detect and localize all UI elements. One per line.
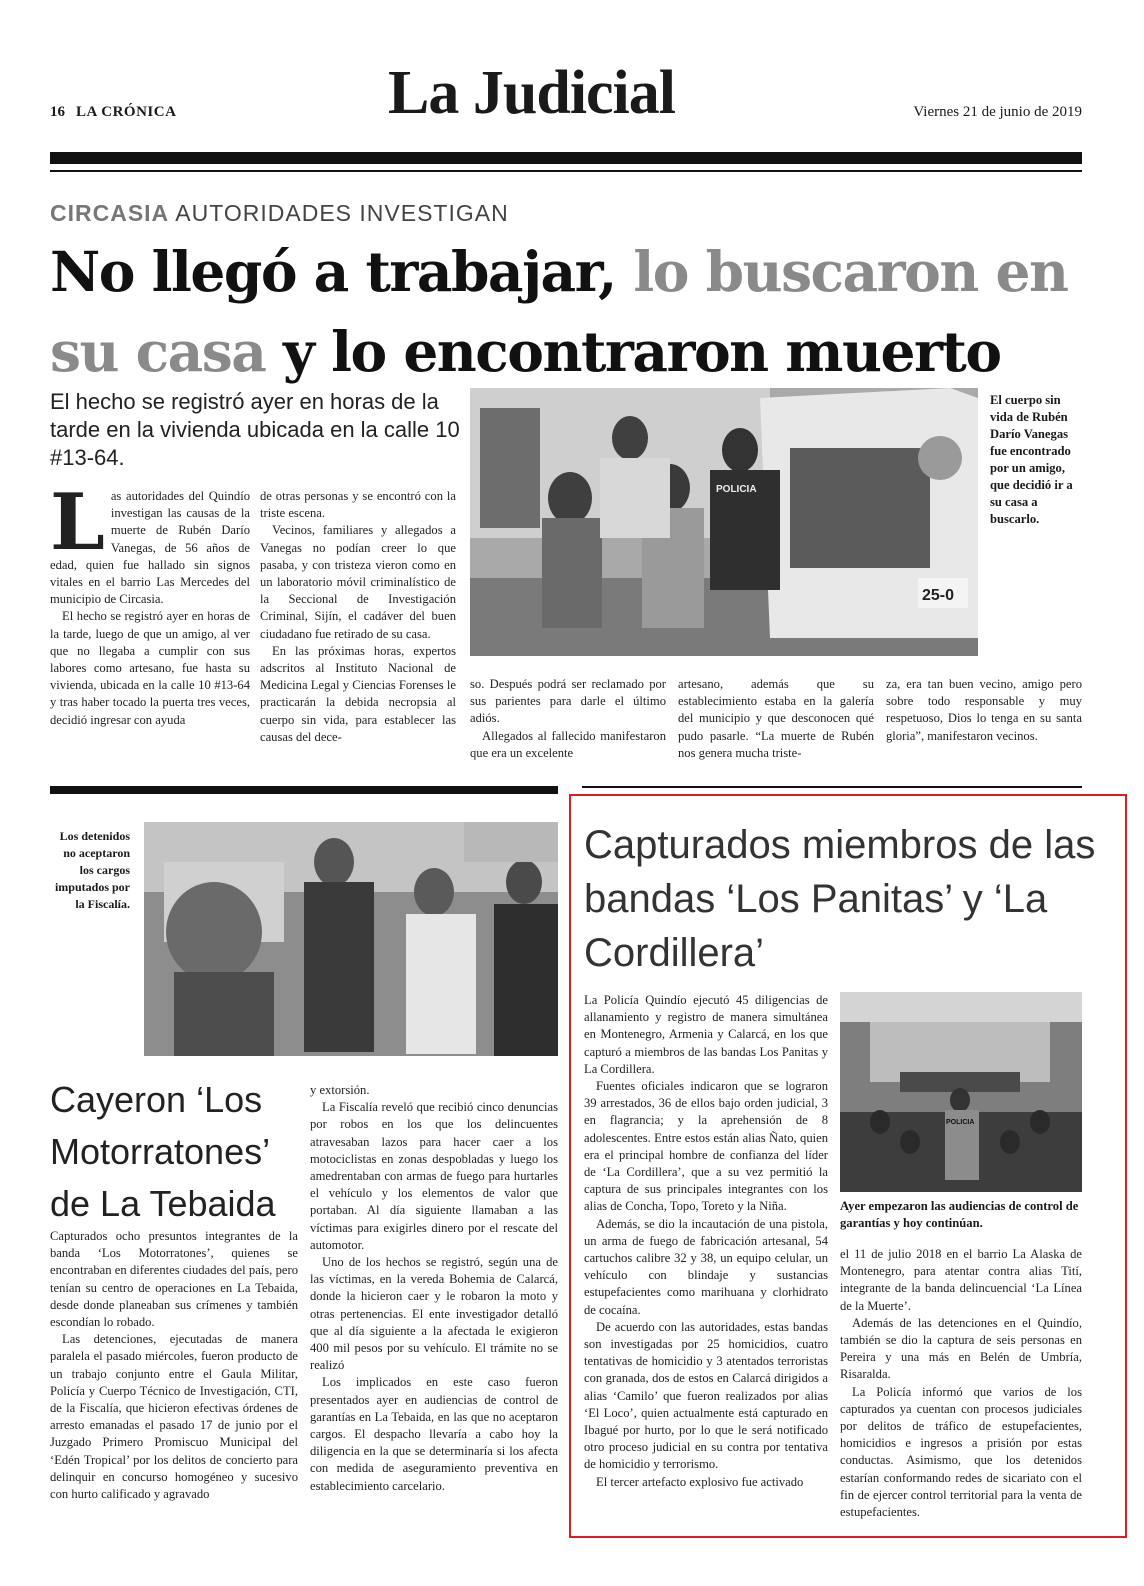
main-col5-paragraph-1: za, era tan buen vecino, amigo pero sobre todo responsable y muy respetuoso, Dios lo tenga en su santa gloria”, manifestaron vecinos. (886, 677, 1082, 743)
issue-date: Viernes 21 de junio de 2019 (913, 104, 1082, 120)
crime-scene-caption: El cuerpo sin vida de Rubén Darío Vanegas fue encontrado por un amigo, que decidió ir a su casa a buscarlo. (990, 393, 1073, 526)
tebaida-col2-paragraph-2: La Fiscalía reveló que recibió cinco denuncias por robos en los que los delincuentes atravesaban lazos para hacer caer a los motociclistas en zonas despobladas y luego los amedrentaban con armas de fuego para hurtarles el vehículo y los elementos de valor que portaban. Al día siguiente llamaban a las víctimas para exigirles dinero por el rescate del automotor. (310, 1100, 558, 1252)
top-rule-thin (50, 170, 1082, 172)
main-col2-paragraph-1: de otras personas y se encontró con la triste escena. (260, 489, 456, 521)
main-col2-paragraph-2: Vecinos, familiares y allegados a Vanegas no podían creer lo que pasaba, y con tristeza vieron como en un laboratorio móvil criminalístico de la Seccional de Investigación Criminal, Sijín, el cadáver del buen ciudadano fue retirado de su casa. (260, 523, 456, 641)
section-rule-right (582, 786, 1082, 788)
courtroom-photo (840, 992, 1082, 1192)
main-column-5 (886, 676, 1082, 745)
tebaida-col2-paragraph-4: Los implicados en este caso fueron presentados ayer en audiencias de control de garantías en La Tebaida, en las que no aceptaron cargos. El despacho llevaría a cabo hoy la diligencia en la que se determinaría si los afecta con medida de aseguramiento preventiva en establecimiento carcelario. (310, 1375, 558, 1493)
crime-scene-photo (470, 388, 978, 656)
section-rule-left (50, 786, 558, 794)
page-number: 16 (50, 104, 65, 120)
main-kicker (50, 200, 509, 227)
main-headline (50, 232, 1110, 392)
top-rule (50, 152, 1082, 164)
tebaida-col2-paragraph-3: Uno de los hechos se registró, según una de las víctimas, en la vereda Bohemia de Calarcá, donde la hicieron caer y le robaron la moto y otras pertenencias. El ente investigador detalló que al día siguiente a la afectada le exigieron 400 mil pesos por su vehículo. El trámite no se realizó (310, 1255, 558, 1373)
drop-cap: L (50, 477, 105, 568)
bands-col2-paragraph-3: La Policía informó que varios de los capturados ya cuentan con procesos judiciales por delitos de tráfico de estupefacientes, homicidios e ingresos a prisión por estas conductas. Asimismo, que los detenidos estarían conformando redes de sicariato con el fin de ejercer control territorial para la venta de estupefacientes. (840, 1384, 1082, 1520)
main-column-2 (260, 488, 456, 746)
section-title: La Judicial (388, 59, 676, 127)
bands-col1-paragraph-1: La Policía Quindío ejecutó 45 diligencias de allanamiento y registro de manera simultánea en Montenegro, Armenia y Calarcá, en los que capturó a miembros de las bandas Los Panitas y La Cordillera. (584, 993, 828, 1076)
headline-part-2: lo buscaron en su casa (50, 239, 1068, 384)
main-col1-p1-text: as autoridades del Quindío investigan las causas de la muerte de Rubén Darío Vanegas, de 56 años de edad, quien fue hallado sin signos vitales en el barrio Las Mercedes del municipio de Circasia. (50, 489, 250, 607)
main-col1-paragraph-2: El hecho se registró ayer en horas de la tarde, luego de que un amigo, al ver que no llegaba a cumplir con sus labores como artesano, fue hasta su vivienda, ubicada en la calle 10 #13-64 y tras haber tocado la puerta tres veces, decidió ingresar con ayuda (50, 609, 250, 727)
tebaida-col1-paragraph-1: Capturados ocho presuntos integrantes de la banda ‘Los Motorratones’, quienes se encontraban en diferentes ciudades del país, pero tenían su centro de operaciones en La Tebaida, desde donde planeaban sus crímenes y también escondían lo robado. (50, 1229, 298, 1330)
courtroom-vest-text: POLICIA (946, 1119, 975, 1126)
tebaida-col2-paragraph-1: y extorsión. (310, 1083, 370, 1097)
tebaida-column-2 (310, 1082, 558, 1495)
newspaper-name: LA CRÓNICA (76, 104, 177, 120)
main-col4-paragraph-1: artesano, además que su establecimiento estaba en la galería del municipio y que desconocen qué pudo pasarle. “La muerte de Rubén nos genera mucha triste- (678, 677, 874, 760)
headline-part-3: y lo encontraron muerto (282, 319, 1001, 384)
main-col3-paragraph-1: so. Después podrá ser reclamado por sus parientes para darle el último adiós. (470, 677, 666, 726)
main-col3-paragraph-2: Allegados al fallecido manifestaron que era un excelente (470, 728, 666, 760)
bands-column-2 (840, 1246, 1082, 1521)
detainees-photo (144, 822, 558, 1056)
vest-text: POLICIA (716, 484, 757, 495)
kicker-place: CIRCASIA (50, 200, 170, 226)
detainees-caption: Los detenidos no aceptaron los cargos imputados por la Fiscalía. (54, 829, 130, 911)
tebaida-headline: Cayeron ‘Los Motorratones’ de La Tebaida (50, 1079, 276, 1224)
bands-col2-paragraph-2: Además de las detenciones en el Quindío, también se dio la captura de seis personas en Pereira y una más en Belén de Umbría, Risaralda. (840, 1315, 1082, 1382)
bands-col1-paragraph-5: El tercer artefacto explosivo fue activado (596, 1474, 804, 1489)
main-col2-paragraph-3: En las próximas horas, expertos adscritos al Instituto Nacional de Medicina Legal y Ciencias Forenses le practicarán la debida necropsia al cuerpo sin vida, para establecer las causas del dece- (260, 643, 456, 744)
main-lead: El hecho se registró ayer en horas de la tarde en la vivienda ubicada en la calle 10 #13-64. (50, 389, 460, 470)
bands-headline: Capturados miembros de las bandas ‘Los Panitas’ y ‘La Cordillera’ (584, 823, 1096, 975)
bands-col1-paragraph-3: Además, se dio la incautación de una pistola, un arma de fuego de fabricación artesanal, 54 cartuchos calibre 32 y 38, un equipo celular, un vehículo con blindaje y sustancias estupefacientes como marihuana y clorhidrato de cocaína. (584, 1216, 828, 1317)
courtroom-caption: Ayer empezaron las audiencias de control de garantías y hoy continúan. (840, 1199, 1079, 1230)
tebaida-col1-paragraph-2: Las detenciones, ejecutadas de manera paralela el pasado miércoles, fueron producto de un trabajo conjunto entre el Gaula Militar, Policía y Cuerpo Técnico de Investigación, CTI, de la Fiscalía, que hicieron efectivas órdenes de arresto emanadas el pasado 17 de junio por el Juzgado Primero Promiscuo Municipal del ‘Edén Tropical’ por los delitos de concierto para delinquir en concurso homogéneo y sucesivo con hurto calificado y agravado (50, 1332, 298, 1502)
headline-part-1: No llegó a trabajar, (50, 239, 616, 304)
bands-col1-paragraph-2: Fuentes oficiales indicaron que se lograron 39 arrestados, 36 de ellos bajo orden judicial, 3 en flagrancia; y la aprehensión de 8 adolescentes. Entre estos están alias Ñato, quien era el principal hombre de confianza del líder de ‘La Cordillera’, que a su vez permitió la captura de sus principales integrantes con los alias de Concha, Topo, Toreto y la Niña. (584, 1079, 828, 1214)
main-column-3 (470, 676, 666, 762)
bands-col2-paragraph-1: el 11 de julio 2018 en el barrio La Alaska de Montenegro, para atentar contra alias Tití, integrante de la banda delincuencial ‘La Línea de la Muerte’. (840, 1247, 1082, 1313)
bands-col1-paragraph-4: De acuerdo con las autoridades, estas bandas son investigadas por 25 homicidios, cuatro tentativas de homicidio y 3 atentados terroristas con granada, dos de estos en Calarcá dirigidos a alias ‘Camilo’ que fueron realizados por alias ‘El Loco’, quien actualmente está capturado en Ibagué por hurto, por lo que le será notificado otro proceso judicial en su contra por tentativa de homicidio y terrorismo. (584, 1319, 828, 1472)
main-column-4 (678, 676, 874, 762)
plate-text: 25-0 (922, 587, 955, 604)
main-col1-paragraph-1 (50, 477, 250, 608)
tebaida-column-1 (50, 1228, 298, 1503)
main-column-1 (50, 477, 250, 729)
bands-column-1 (584, 992, 828, 1491)
kicker-topic: AUTORIDADES INVESTIGAN (175, 200, 509, 226)
